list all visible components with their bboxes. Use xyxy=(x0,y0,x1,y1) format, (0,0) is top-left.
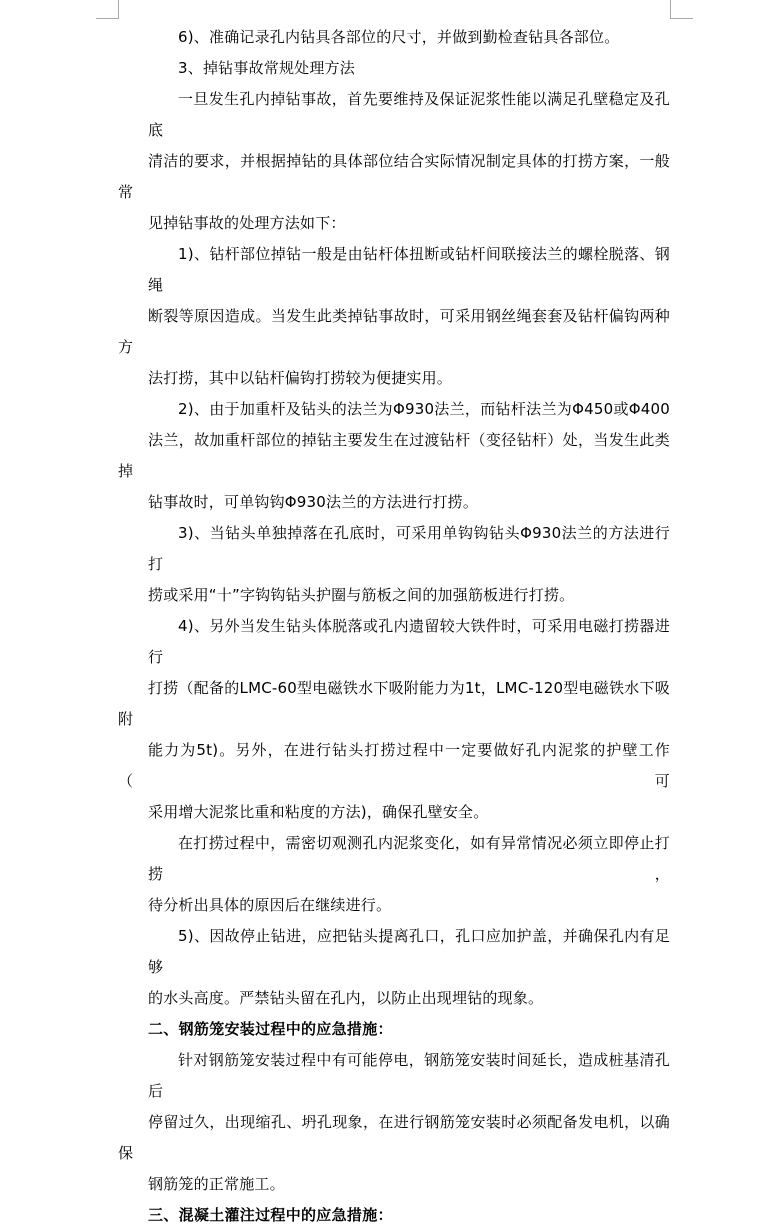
paragraph-drop-intro xyxy=(118,84,670,239)
text-line: 采用增大泥浆比重和粘度的方法)，确保孔壁安全。 xyxy=(148,803,489,821)
text-line: 4)、另外当发生钻头体脱落或孔内遗留较大铁件时，可采用电磁打捞器进行 xyxy=(148,617,670,666)
text-line: 6)、准确记录孔内钻具各部位的尺寸，并做到勤检查钻具各部位。 xyxy=(178,28,620,46)
margin-corner-mark-left xyxy=(96,0,119,19)
text-line: 打捞（配备的LMC-60型电磁铁水下吸附能力为1t，LMC-120型电磁铁水下吸附 xyxy=(118,679,670,728)
text-line: 在打捞过程中，需密切观测孔内泥浆变化，如有异常情况必须立即停止打捞， xyxy=(148,834,670,883)
paragraph-item-5 xyxy=(118,921,670,1014)
text-line: 的水头高度。严禁钻头留在孔内，以防止出现埋钻的现象。 xyxy=(148,989,544,1007)
text-line: 针对钢筋笼安装过程中有可能停电，钢筋笼安装时间延长，造成桩基清孔后 xyxy=(148,1051,670,1100)
margin-corner-mark-right xyxy=(670,0,693,19)
text-line: 2)、由于加重杆及钻头的法兰为Φ930法兰，而钻杆法兰为Φ450或Φ400 xyxy=(178,400,670,418)
text-line: 3、掉钻事故常规处理方法 xyxy=(178,59,355,77)
text-line: 钢筋笼的正常施工。 xyxy=(148,1175,285,1193)
text-line: 清洁的要求，并根据掉钻的具体部位结合实际情况制定具体的打捞方案，一般常 xyxy=(118,152,670,201)
text-line: 法兰，故加重杆部位的掉钻主要发生在过渡钻杆（变径钻杆）处，当发生此类掉 xyxy=(118,431,670,480)
paragraph-monitoring xyxy=(118,828,670,921)
document-body xyxy=(118,22,670,1231)
paragraph-item-1 xyxy=(118,239,670,394)
paragraph-rebar-cage xyxy=(118,1045,670,1200)
text-line: 3)、当钻头单独掉落在孔底时，可采用单钩钩钻头Φ930法兰的方法进行打 xyxy=(148,524,670,573)
heading-text: 三、混凝土灌注过程中的应急措施： xyxy=(148,1206,393,1224)
heading-text: 二、钢筋笼安装过程中的应急措施： xyxy=(148,1020,393,1038)
paragraph-drill-record xyxy=(118,22,670,53)
text-line: 1)、钻杆部位掉钻一般是由钻杆体扭断或钻杆间联接法兰的螺栓脱落、钢绳 xyxy=(148,245,670,294)
paragraph-item-4 xyxy=(118,611,670,828)
text-line: 待分析出具体的原因后在继续进行。 xyxy=(148,896,392,914)
text-line: 见掉钻事故的处理方法如下： xyxy=(148,214,346,232)
section-heading-drop-handling xyxy=(118,53,670,84)
section-heading-concrete-pouring xyxy=(118,1200,670,1231)
paragraph-item-2 xyxy=(118,394,670,518)
paragraph-item-3 xyxy=(118,518,670,611)
text-line: 5)、因故停止钻进，应把钻头提离孔口，孔口应加护盖，并确保孔内有足够 xyxy=(148,927,670,976)
text-line: 能力为5t)。另外，在进行钻头打捞过程中一定要做好孔内泥浆的护壁工作（可 xyxy=(118,741,670,790)
text-line: 钻事故时，可单钩钩Φ930法兰的方法进行打捞。 xyxy=(148,493,479,511)
text-line: 捞或采用“十”字钩钩钻头护圈与筋板之间的加强筋板进行打捞。 xyxy=(148,586,575,604)
text-line: 法打捞，其中以钻杆偏钩打捞较为便捷实用。 xyxy=(148,369,453,387)
text-line: 断裂等原因造成。当发生此类掉钻事故时，可采用钢丝绳套套及钻杆偏钩两种方 xyxy=(118,307,670,356)
section-heading-rebar-cage xyxy=(118,1014,670,1045)
text-line: 一旦发生孔内掉钻事故，首先要维持及保证泥浆性能以满足孔壁稳定及孔底 xyxy=(148,90,670,139)
text-line: 停留过久，出现缩孔、坍孔现象，在进行钢筋笼安装时必须配备发电机，以确保 xyxy=(118,1113,670,1162)
